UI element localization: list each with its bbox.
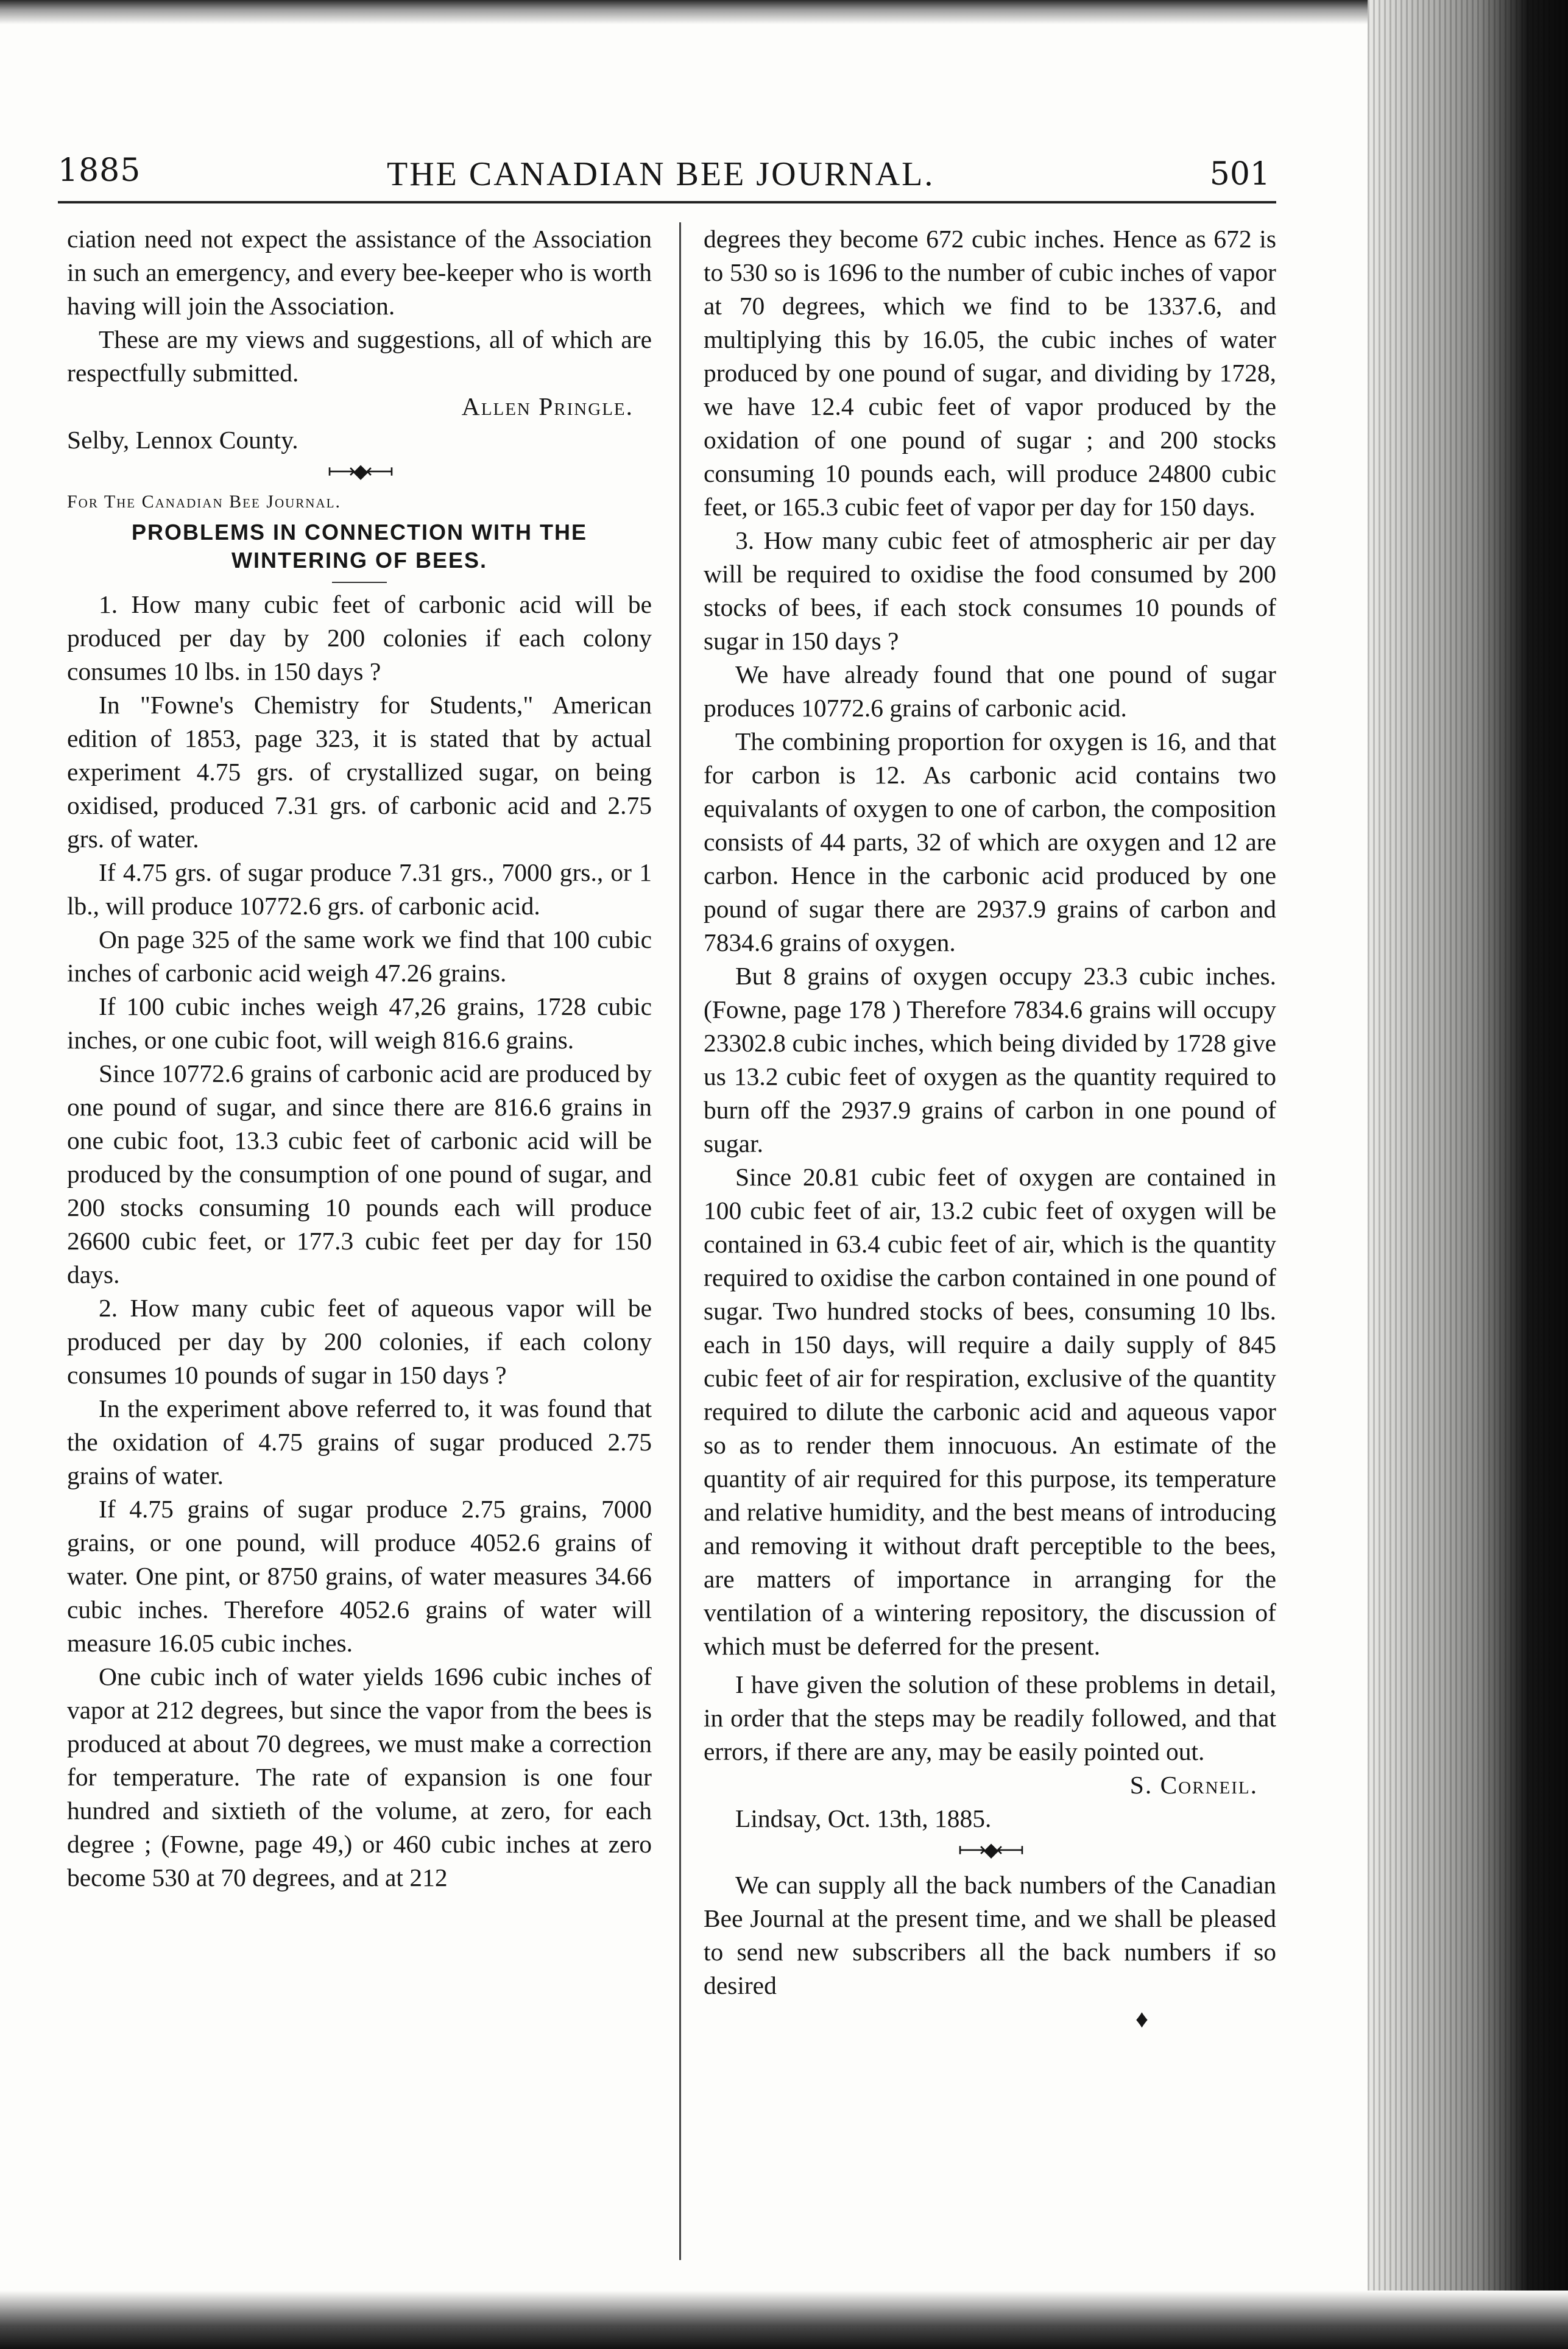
page-top-edge xyxy=(0,0,1568,24)
author-signature: Allen Pringle. xyxy=(461,392,634,420)
section-ornament: ⟼◆⟻ xyxy=(958,1839,1022,1860)
paragraph: On page 325 of the same work we find that 100 cubic inches of carbonic acid weigh 47.26 grains. xyxy=(67,925,652,987)
question-1: 1. How many cubic feet of carbonic acid will be produced per day by 200 colonies if each colony consumes 10 lbs. in 150 days ? xyxy=(67,590,652,685)
paragraph: degrees they become 672 cubic inches. Hence as 672 is to 530 so is 1696 to the number of cubic inches of vapor at 70 degrees, which we find to be 1337.6, and multiplying this by 16.05, the cubic inches of water produced by one pound of sugar, and dividing by 1728, we have 12.4 cubic feet of vapor produced by the oxidation of one pound of sugar ; and 200 stocks consuming 10 pounds each, will produce 24800 cubic feet, or 165.3 cubic feet of vapor per day for 150 days. xyxy=(704,225,1276,521)
author-signature: S. Corneil. xyxy=(1129,1771,1258,1799)
author-location: Selby, Lennox County. xyxy=(67,426,298,454)
article-heading: PROBLEMS IN CONNECTION WITH THE WINTERING OF BEES. xyxy=(132,520,587,573)
running-header xyxy=(58,152,1276,201)
left-column xyxy=(67,222,652,1895)
notice-paragraph: We can supply all the back numbers of the Canadian Bee Journal at the present time, and we shall be pleased to send new subscribers all the back numbers if so desired xyxy=(704,1871,1276,1999)
question-2: 2. How many cubic feet of aqueous vapor will be produced per day by 200 colonies, if each colony consumes 10 pounds of sugar in 150 days ? xyxy=(67,1294,652,1389)
paragraph: We have already found that one pound of sugar produces 10772.6 grains of carbonic acid. xyxy=(704,660,1276,722)
end-mark: ♦ xyxy=(1135,2005,1148,2033)
page-number: 501 xyxy=(1209,156,1270,193)
paragraph: I have given the solution of these problems in detail, in order that the steps may be readily followed, and that errors, if there are any, may be easily pointed out. xyxy=(704,1670,1276,1765)
header-rule xyxy=(58,201,1276,203)
heading-rule xyxy=(332,582,387,583)
section-ornament: ⟼◆⟻ xyxy=(327,460,392,482)
right-column xyxy=(679,222,1276,2036)
page-bottom-edge xyxy=(0,2291,1568,2349)
author-location: Lindsay, Oct. 13th, 1885. xyxy=(735,1804,992,1832)
paragraph: If 4.75 grs. of sugar produce 7.31 grs., 7000 grs., or 1 lb., will produce 10772.6 grs. of carbonic acid. xyxy=(67,858,652,920)
paragraph: ciation need not expect the assistance of the Association in such an emergency, and every bee-keeper who is worth having will join the Association. xyxy=(67,225,652,320)
article-caption: For The Canadian Bee Journal. xyxy=(67,492,341,512)
paragraph: One cubic inch of water yields 1696 cubic inches of vapor at 212 degrees, but since the vapor from the bees is produced at about 70 degrees, we must make a correction for temperature. The rate of expansion is one four hundred and sixtieth of the volume, at zero, for each degree ; (Fowne, page 49,) or 460 cubic inches at zero become 530 at 70 degrees, and at 212 xyxy=(67,1662,652,1892)
paragraph: These are my views and suggestions, all of which are respectfully submitted. xyxy=(67,325,652,387)
paragraph: Since 20.81 cubic feet of oxygen are contained in 100 cubic feet of air, 13.2 cubic feet of oxygen will be contained in 63.4 cubic feet of air, which is the quantity required to oxidise the carbon contained in one pound of sugar. Two hundred stocks of bees, consuming 10 lbs. each in 150 days, will require a daily supply of 845 cubic feet of air for respiration, exclusive of the quantity required to dilute the carbonic acid and aqueous vapor so as to render them innocuous. An estimate of the quantity of air required for this purpose, its temperature and relative humidity, and the best means of introducing and removing it without draft perceptible to the bees, are matters of importance in arranging for the ventilation of a wintering repository, the discussion of which must be deferred for the present. xyxy=(704,1163,1276,1660)
question-3: 3. How many cubic feet of atmospheric air per day will be required to oxidise the food consumed by 200 stocks of bees, if each stock consumes 10 pounds of sugar in 150 days ? xyxy=(704,526,1276,655)
paragraph: If 4.75 grains of sugar produce 2.75 grains, 7000 grains, or one pound, will produce 4052.6 grains of water. One pint, or 8750 grains, of water measures 34.66 cubic inches. Therefore 4052.6 grains of water will measure 16.05 cubic inches. xyxy=(67,1495,652,1657)
book-spine-edge xyxy=(1368,0,1568,2349)
paragraph: But 8 grains of oxygen occupy 23.3 cubic inches. (Fowne, page 178 ) Therefore 7834.6 grains will occupy 23302.8 cubic inches, which being divided by 1728 give us 13.2 cubic feet of oxygen as the quantity required to burn off the 2937.9 grains of carbon in one pound of sugar. xyxy=(704,962,1276,1157)
paragraph: In "Fowne's Chemistry for Students," American edition of 1853, page 323, it is stated that by actual experiment 4.75 grs. of crystallized sugar, on being oxidised, produced 7.31 grs. of carbonic acid and 2.75 grs. of water. xyxy=(67,691,652,853)
journal-title: THE CANADIAN BEE JOURNAL. xyxy=(387,155,935,193)
paragraph: Since 10772.6 grains of carbonic acid are produced by one pound of sugar, and since there are 816.6 grains in one cubic foot, 13.3 cubic feet of carbonic acid will be produced by the consumption of one pound of sugar, and 200 stocks consuming 10 pounds each will produce 26600 cubic feet, or 177.3 cubic feet per day for 150 days. xyxy=(67,1059,652,1288)
paragraph: In the experiment above referred to, it was found that the oxidation of 4.75 grains of sugar produced 2.75 grains of water. xyxy=(67,1394,652,1489)
paragraph: The combining proportion for oxygen is 16, and that for carbon is 12. As carbonic acid contains two equivalants of oxygen to one of carbon, the composition consists of 44 parts, 32 of which are oxygen and 12 are carbon. Hence in the carbonic acid produced by one pound of sugar there are 2937.9 grains of carbon and 7834.6 grains of oxygen. xyxy=(704,727,1276,956)
paragraph: If 100 cubic inches weigh 47,26 grains, 1728 cubic inches, or one cubic foot, will weigh 816.6 grains. xyxy=(67,992,652,1054)
header-year: 1885 xyxy=(58,152,141,189)
